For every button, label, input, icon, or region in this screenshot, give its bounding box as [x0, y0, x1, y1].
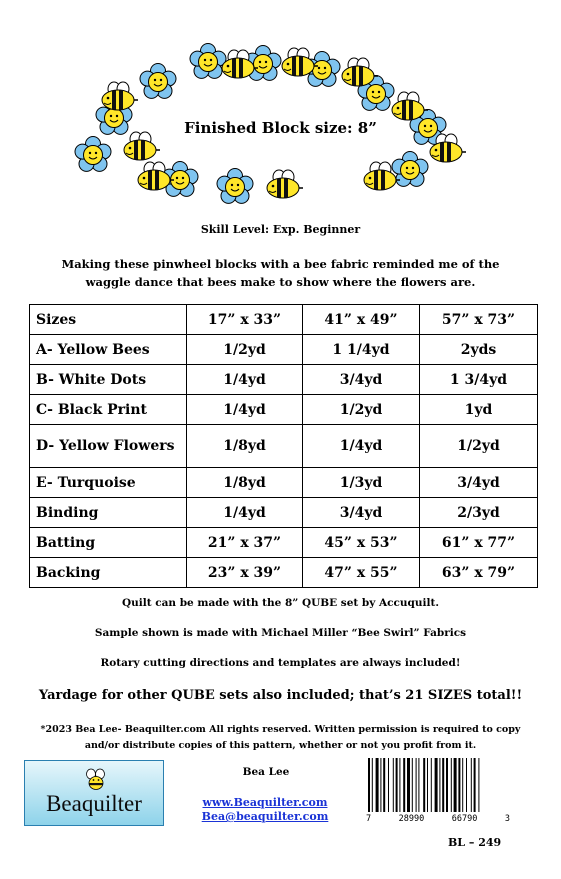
- rotary-note: Rotary cutting directions and templates are always included!: [100, 657, 461, 669]
- author-name: Bea Lee: [242, 766, 290, 778]
- email-link[interactable]: Bea@beaquilter.com: [201, 810, 329, 823]
- fabric-cell: Binding: [30, 498, 187, 528]
- table-row: [30, 395, 538, 425]
- intro-line: waggle dance that bees make to show where the flowers are.: [85, 275, 476, 289]
- yardage-cell: 1yd: [420, 395, 538, 425]
- barcode-bars: [366, 758, 510, 814]
- yardage-cell: 2/3yd: [420, 498, 538, 528]
- yardage-cell: 1 3/4yd: [420, 365, 538, 395]
- copyright-notice: [28, 722, 533, 754]
- header-cell: 57” x 73”: [420, 305, 538, 335]
- header-cell: 17” x 33”: [187, 305, 303, 335]
- yardage-cell: 1/2yd: [187, 335, 303, 365]
- logo-text: Beaquilter: [46, 791, 142, 816]
- table-row: [30, 528, 538, 558]
- table-header-row: [30, 305, 538, 335]
- table-row: [30, 558, 538, 588]
- yardage-cell: 3/4yd: [303, 365, 420, 395]
- intro-line: Making these pinwheel blocks with a bee fabric reminded me of the: [61, 257, 500, 271]
- yardage-cell: 1/4yd: [187, 498, 303, 528]
- fabric-cell: B- White Dots: [30, 365, 187, 395]
- fabric-cell: Backing: [30, 558, 187, 588]
- barcode: [366, 758, 510, 826]
- header-cell: Sizes: [30, 305, 187, 335]
- yardage-cell: 47” x 55”: [303, 558, 420, 588]
- yardage-note: Yardage for other QUBE sets also included; that’s 21 SIZES total!!: [38, 688, 523, 703]
- barcode-digits: [366, 814, 510, 824]
- yardage-table: [29, 304, 538, 588]
- table-row: [30, 365, 538, 395]
- fabric-cell: D- Yellow Flowers: [30, 425, 187, 468]
- table-row: [30, 335, 538, 365]
- yardage-cell: 1/4yd: [187, 395, 303, 425]
- yardage-cell: 21” x 37”: [187, 528, 303, 558]
- barcode-digit-group: 3: [504, 814, 510, 824]
- qube-note: Quilt can be made with the 8” QUBE set by Accuquilt.: [121, 597, 440, 609]
- barcode-digit-group: 66790: [451, 814, 478, 824]
- yardage-cell: 1/4yd: [303, 425, 420, 468]
- yardage-cell: 1/8yd: [187, 425, 303, 468]
- yardage-cell: 1/2yd: [420, 425, 538, 468]
- yardage-cell: 1/3yd: [303, 468, 420, 498]
- barcode-digit-group: 7: [366, 814, 372, 824]
- yardage-cell: 2yds: [420, 335, 538, 365]
- yardage-cell: 61” x 77”: [420, 528, 538, 558]
- table-row: [30, 425, 538, 468]
- barcode-digit-group: 28990: [398, 814, 425, 824]
- yardage-cell: 1/2yd: [303, 395, 420, 425]
- sample-note: Sample shown is made with Michael Miller “Bee Swirl” Fabrics: [94, 627, 467, 639]
- table-row: [30, 498, 538, 528]
- intro-paragraph: [30, 255, 531, 291]
- yardage-cell: 23” x 39”: [187, 558, 303, 588]
- beaquilter-logo: [24, 760, 164, 826]
- yardage-cell: 3/4yd: [420, 468, 538, 498]
- yardage-cell: 1 1/4yd: [303, 335, 420, 365]
- fabric-cell: E- Turquoise: [30, 468, 187, 498]
- header-cell: 41” x 49”: [303, 305, 420, 335]
- fabric-cell: A- Yellow Bees: [30, 335, 187, 365]
- yardage-cell: 3/4yd: [303, 498, 420, 528]
- skill-level: Skill Level: Exp. Beginner: [200, 223, 361, 236]
- pattern-code: BL – 249: [448, 836, 502, 849]
- yardage-cell: 1/8yd: [187, 468, 303, 498]
- fabric-cell: C- Black Print: [30, 395, 187, 425]
- table-row: [30, 468, 538, 498]
- copyright-line: and/or distribute copies of this pattern, whether or not you profit from it.: [84, 740, 477, 751]
- bee-icon: [85, 767, 107, 791]
- copyright-line: *2023 Bea Lee- Beaquilter.com All rights reserved. Written permission is required to copy: [40, 724, 521, 735]
- website-link[interactable]: www.Beaquilter.com: [202, 796, 328, 809]
- yardage-cell: 1/4yd: [187, 365, 303, 395]
- finished-block-size: Finished Block size: 8”: [184, 119, 377, 137]
- fabric-cell: Batting: [30, 528, 187, 558]
- yardage-cell: 45” x 53”: [303, 528, 420, 558]
- yardage-cell: 63” x 79”: [420, 558, 538, 588]
